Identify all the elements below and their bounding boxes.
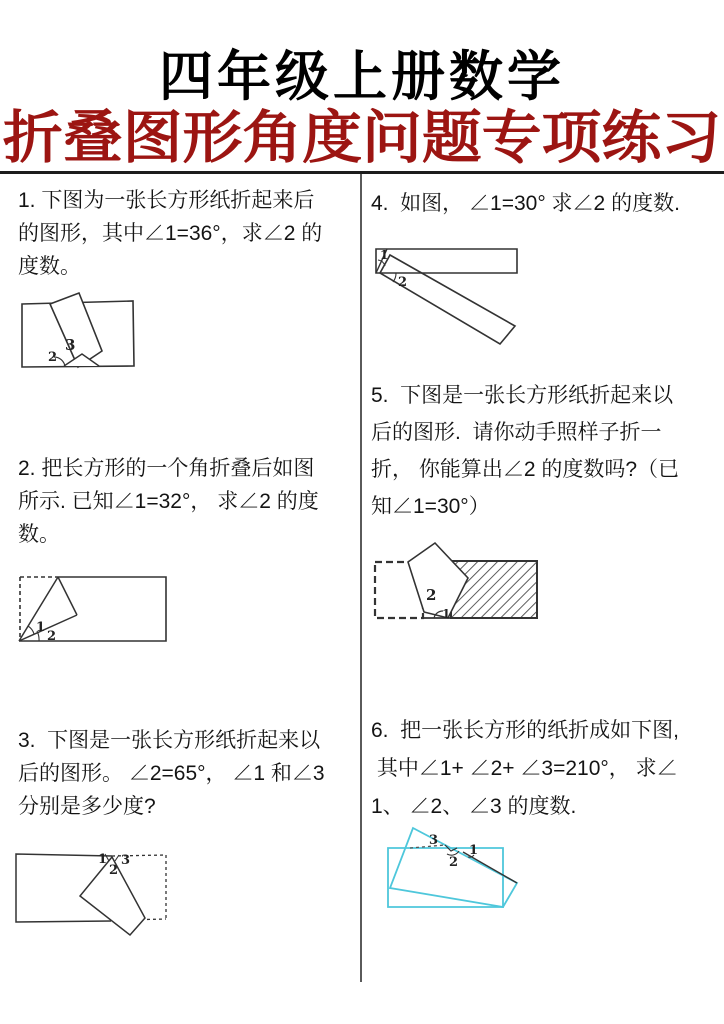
problem-5-line: 折， 你能算出∠2 的度数吗?（已	[371, 458, 680, 481]
angle-label: 1	[469, 843, 479, 858]
diagram-1	[18, 288, 193, 383]
problem-4-line: 4. 如图， ∠1=30° 求∠2 的度数.	[371, 192, 680, 215]
angle-label: 3	[65, 336, 76, 354]
problem-6-line: 6. 把一张长方形的纸折成如下图,	[371, 719, 680, 742]
diagram-3	[13, 844, 181, 948]
angle-label: 2	[398, 275, 408, 290]
problem-2	[18, 452, 319, 551]
diagram-2	[14, 572, 174, 650]
problem-6	[371, 712, 679, 826]
problem-6-line: 其中∠1+ ∠2+ ∠3=210°， 求∠	[371, 757, 678, 780]
angle-label: 1	[380, 248, 389, 262]
problem-1	[18, 184, 322, 283]
angle-label: 2	[109, 863, 119, 878]
problem-4	[371, 187, 680, 220]
problem-1-line: 的图形，其中∠1=36°，求∠2 的	[18, 222, 323, 245]
problem-1-line: 度数。	[18, 255, 81, 278]
angle-label: 2	[48, 350, 58, 365]
page-subtitle: 折叠图形角度问题专项练习	[2, 104, 722, 171]
angle-label: 2	[47, 629, 57, 644]
problem-3	[18, 724, 325, 823]
angle-label: 1	[98, 852, 108, 867]
header-divider	[0, 171, 724, 174]
problem-3-line: 分别是多少度?	[18, 795, 156, 818]
problem-5-line: 后的图形. 请你动手照样子折一	[371, 421, 662, 444]
problem-3-line: 3. 下图是一张长方形纸折起来以	[18, 729, 321, 752]
page-title: 四年级上册数学	[159, 44, 565, 108]
angle-label: 2	[449, 855, 459, 870]
problem-6-line: 1、 ∠2、 ∠3 的度数.	[371, 795, 577, 818]
angle-label: 1	[36, 620, 46, 635]
problem-3-line: 后的图形。 ∠2=65°， ∠1 和∠3	[18, 762, 325, 785]
diagram-4	[372, 242, 524, 352]
problem-2-line: 2. 把长方形的一个角折叠后如图	[18, 457, 315, 480]
problem-2-line: 数。	[18, 523, 60, 546]
problem-5	[371, 377, 679, 525]
angle-label: 2	[426, 586, 437, 604]
problem-2-line: 所示. 已知∠1=32°， 求∠2 的度	[18, 490, 319, 513]
angle-label: 3	[121, 853, 131, 868]
problem-1-line: 1. 下图为一张长方形纸折起来后	[18, 189, 315, 212]
diagram-6	[383, 814, 525, 926]
angle-label: 1	[442, 607, 451, 621]
problem-5-line: 5. 下图是一张长方形纸折起来以	[371, 384, 674, 407]
angle-label: 3	[429, 833, 439, 848]
problem-5-line: 知∠1=30°）	[371, 495, 490, 518]
diagram-5	[372, 538, 546, 624]
column-divider	[360, 174, 362, 982]
